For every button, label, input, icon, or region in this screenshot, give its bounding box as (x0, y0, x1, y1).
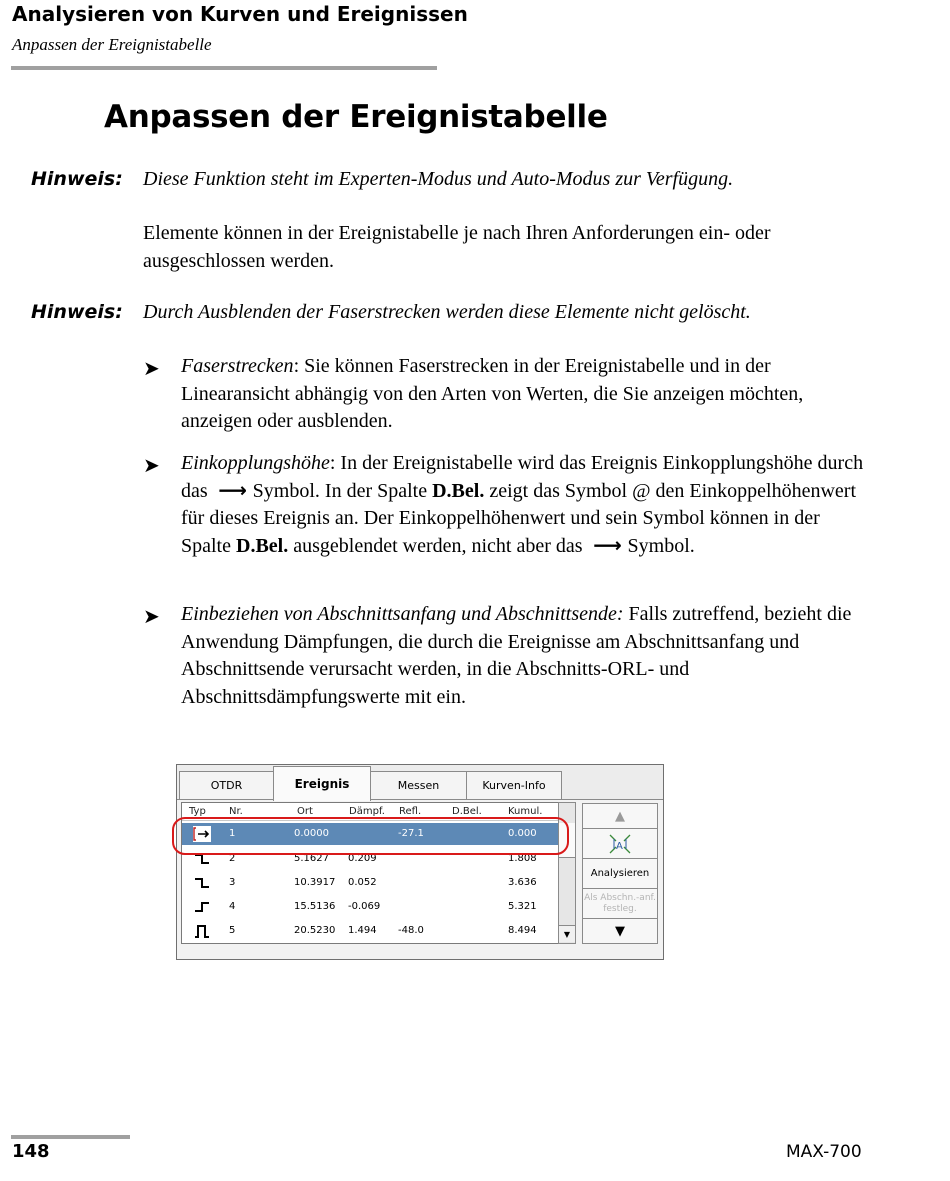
column-header[interactable]: Dämpf. (349, 806, 385, 817)
product-model: MAX-700 (786, 1142, 862, 1162)
cell-nr: 2 (229, 853, 236, 864)
highlight-ring (172, 817, 569, 855)
cell-refl: -27.1 (398, 828, 424, 839)
move-down-button[interactable]: ▼ (582, 918, 658, 944)
note-text: Durch Ausblenden der Faserstrecken werden diese Elemente nicht gelöscht. (143, 301, 751, 323)
cell-refl: -48.0 (398, 925, 424, 936)
column-name: D.Bel. (432, 479, 485, 502)
launch-arrow-icon: ⟶ (218, 477, 247, 502)
tab-ereignis[interactable]: Ereignis (273, 766, 371, 801)
cell-ort: 15.5136 (294, 901, 336, 912)
tab-messen[interactable]: Messen (370, 771, 467, 799)
bullet-term: Faserstrecken (181, 355, 294, 377)
note-label: Hinweis: (31, 168, 123, 190)
cell-daempf: 1.494 (348, 925, 377, 936)
table-row[interactable] (182, 920, 559, 942)
analyze-button[interactable]: Analysieren (582, 858, 658, 889)
note-label: Hinweis: (31, 301, 123, 323)
reflective-icon (192, 922, 212, 940)
table-row[interactable] (182, 896, 559, 918)
column-header[interactable]: Typ (189, 806, 206, 817)
cell-ort: 20.5230 (294, 925, 336, 936)
event-table-screenshot (176, 764, 664, 960)
move-up-button[interactable]: ▲ (582, 803, 658, 829)
scroll-down-icon[interactable]: ▼ (559, 925, 575, 942)
cell-ort: 0.0000 (294, 828, 329, 839)
cell-nr: 4 (229, 901, 236, 912)
column-name: D.Bel. (236, 534, 289, 557)
column-header[interactable]: Kumul. (508, 806, 543, 817)
step-up-icon (192, 898, 212, 916)
running-header-chapter: Analysieren von Kurven und Ereignissen (12, 2, 468, 26)
cell-ort: 5.1627 (294, 853, 329, 864)
tab-bar (177, 765, 663, 800)
running-header-section: Anpassen der Ereignistabelle (12, 35, 212, 54)
bullet-arrow-icon: ➤ (143, 604, 160, 628)
header-rule (11, 66, 437, 70)
zoom-icon (605, 832, 635, 856)
table-row[interactable] (182, 872, 559, 894)
cell-daempf: -0.069 (348, 901, 381, 912)
tab-kurven-info[interactable]: Kurven-Info (466, 771, 562, 799)
svg-text:A: A (616, 840, 623, 852)
note-text: Diese Funktion steht im Experten-Modus und Auto-Modus zur Verfügung. (143, 168, 734, 190)
bullet-term: Einkopplungshöhe (181, 452, 330, 474)
bullet-text: : In der Ereignistabelle wird das Ereignis Einkopplungshöhe durch das (181, 452, 864, 502)
bullet-term: Einbeziehen von Abschnittsanfang und Abschnittsende: (181, 603, 624, 625)
page-number: 148 (12, 1141, 50, 1162)
bullet-text: Symbol. In der Spalte (252, 479, 428, 502)
cell-kumul: 3.636 (508, 877, 537, 888)
launch-arrow-icon: ⟶ (593, 532, 622, 557)
cell-nr: 5 (229, 925, 236, 936)
bullet-arrow-icon: ➤ (143, 453, 160, 477)
bullet-text: ausgeblendet werden, nicht aber das (293, 534, 583, 557)
cell-nr: 1 (229, 828, 236, 839)
cell-daempf: 0.052 (348, 877, 377, 888)
bullet-text: Falls zutreffend, bezieht die Anwendung Dämpfungen, die durch die Ereignisse am Abschnittsanfang und Abschnittsende verursacht werden, in die Abschnitts-ORL- und Abschnittsdämpfungswerte mit ein. (181, 603, 852, 708)
zoom-event-button[interactable] (582, 828, 658, 859)
page-title: Anpassen der Ereignistabelle (104, 99, 608, 135)
tab-otdr[interactable]: OTDR (179, 771, 274, 799)
cell-nr: 3 (229, 877, 236, 888)
bullet-item (181, 601, 871, 711)
bullet-arrow-icon: ➤ (143, 356, 160, 380)
cell-kumul: 0.000 (508, 828, 537, 839)
column-header[interactable]: Refl. (399, 806, 422, 817)
cell-ort: 10.3917 (294, 877, 336, 888)
column-header[interactable]: D.Bel. (452, 806, 482, 817)
step-down-icon (192, 874, 212, 892)
bullet-text: zeigt das Symbol @ den Einkoppelhöhenwert für dieses Ereignis an. Der Einkoppelhöhenwert und sein Symbol können in der Spalte (181, 479, 857, 557)
cell-daempf: 0.209 (348, 853, 377, 864)
cell-kumul: 8.494 (508, 925, 537, 936)
bullet-text: Symbol. (627, 534, 695, 557)
bullet-item (181, 353, 871, 436)
cell-kumul: 1.808 (508, 853, 537, 864)
intro-paragraph: Elemente können in der Ereignistabelle je nach Ihren Anforderungen ein- oder ausgeschlossen werden. (143, 222, 771, 272)
footer-rule (11, 1135, 130, 1139)
cell-kumul: 5.321 (508, 901, 537, 912)
set-span-start-button[interactable]: Als Abschn.-anf. festleg. (582, 888, 658, 919)
bullet-text: : Sie können Faserstrecken in der Ereignistabelle und in der Linearansicht abhängig von den Arten von Werten, die Sie anzeigen möchten, anzeigen oder ausblenden. (181, 355, 804, 432)
column-header[interactable]: Nr. (229, 806, 243, 817)
column-header[interactable]: Ort (297, 806, 313, 817)
bullet-item (181, 450, 871, 560)
